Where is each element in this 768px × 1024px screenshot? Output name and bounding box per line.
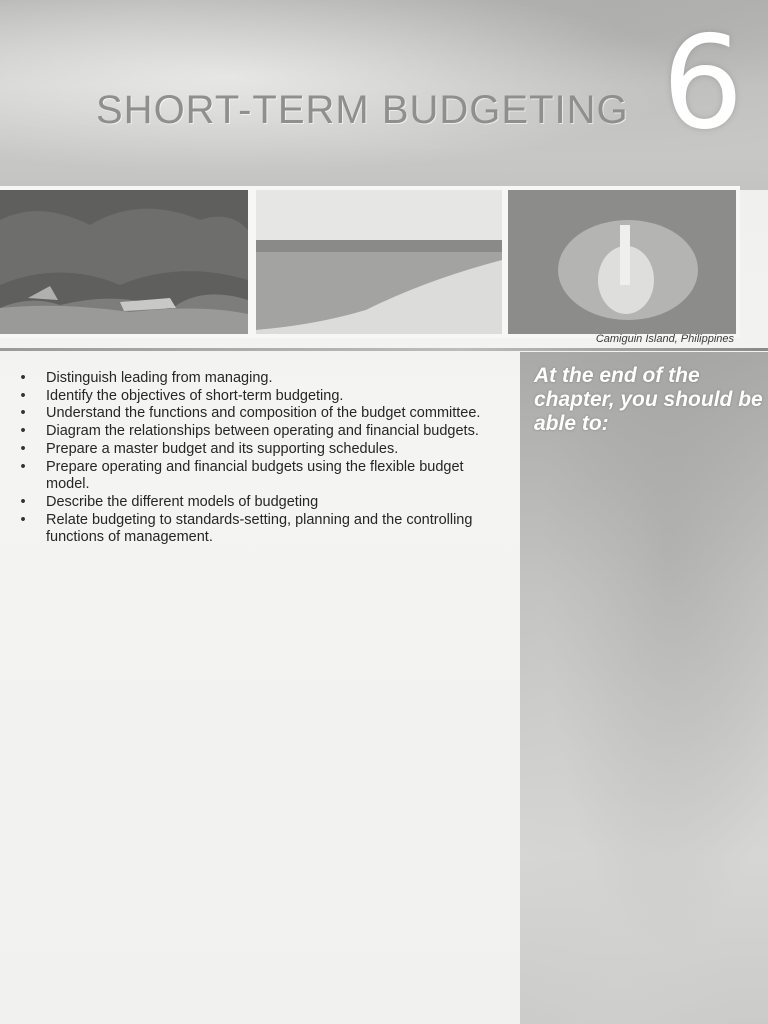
bullet-icon: • [20,423,26,440]
objective-text: Prepare operating and financial budgets using the flexible budget model. [46,458,464,493]
objective-text: Distinguish leading from managing. [46,370,273,386]
learning-objectives-list [18,370,496,547]
bullet-icon: • [20,511,26,528]
objective-text: Understand the functions and composition of the budget committee. [46,405,481,422]
photo-forest-shore [0,190,248,334]
list-item [18,405,496,423]
list-item [18,494,496,512]
chapter-title: SHORT-TERM BUDGETING [96,88,629,132]
bullet-icon: • [20,493,26,510]
chapter-header [0,0,768,190]
photo-beach [256,190,502,334]
chapter-number: 6 [662,9,744,158]
bullet-icon: • [20,440,26,457]
bullet-icon: • [20,387,26,404]
objective-text: Relate budgeting to standards-setting, planning and the controlling functions of management. [46,511,473,546]
list-item [18,370,496,388]
objective-text: Identify the objectives of short-term budgeting. [46,387,344,404]
divider-rule [0,348,768,351]
objectives-sidebar [520,352,768,1024]
photo-caption: Camiguin Island, Philippines [595,333,734,345]
bullet-icon: • [20,405,26,422]
list-item [18,459,496,494]
objective-text: Diagram the relationships between operating and financial budgets. [46,423,479,440]
bullet-icon: • [20,458,26,475]
list-item [18,388,496,406]
photo-strip [0,186,740,338]
photo-water-light [508,190,736,334]
list-item [18,512,496,547]
objective-text: Prepare a master budget and its supporting schedules. [46,440,399,457]
objective-text: Describe the different models of budgeting [46,493,319,510]
bullet-icon: • [20,370,26,386]
list-item [18,423,496,441]
sidebar-heading: At the end of the chapter, you should be able to: [534,364,763,435]
list-item [18,441,496,459]
